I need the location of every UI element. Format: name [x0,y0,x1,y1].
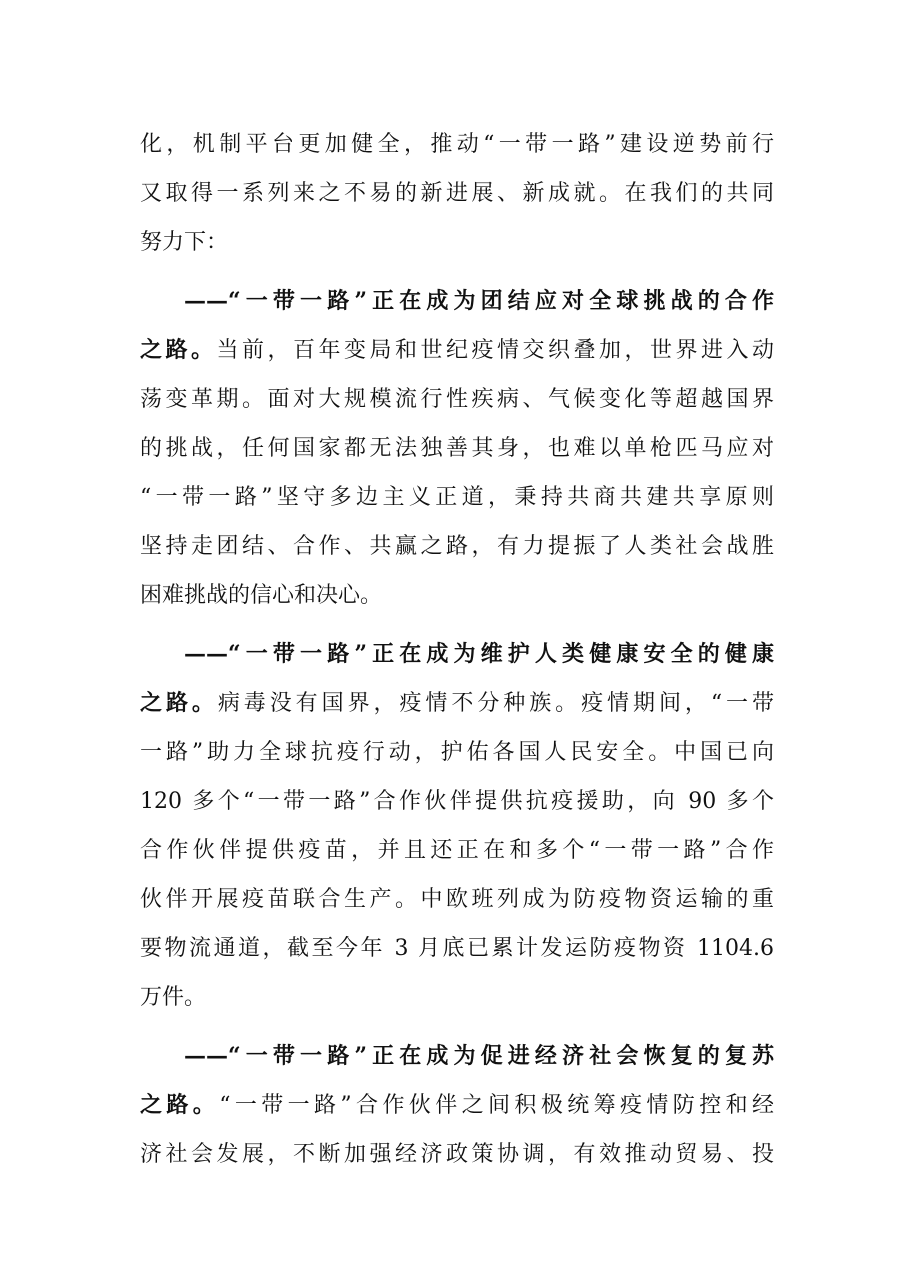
text-span: “一带一路”合作伙伴之间积极统筹疫情防控和经 [219,1093,774,1118]
body-text [140,120,774,1179]
section-heading: ——“一带一路”正在成为维护人类健康安全的健康 [184,641,774,667]
section-heading-tail: 之路。 [140,1092,220,1118]
paragraph-intro-continuation [140,120,774,267]
text-line: 努力下： [140,230,229,255]
text-line: 困难挑战的信心和决心。 [140,583,383,608]
section-heading-tail: 之路。 [140,337,217,363]
text-line: 荡变革期。面对大规模流行性疾病、气候变化等超越国界 [140,387,774,412]
text-line: 坚持走团结、合作、共赢之路，有力提振了人类社会战胜 [140,534,774,559]
text-line: 120 多个“一带一路”合作伙伴提供抗疫援助，向 90 多个 [140,789,774,814]
text-line [140,326,774,375]
text-line: 济社会发展，不断加强经济政策协调，有效推动贸易、投 [140,1142,774,1167]
text-line: 伙伴开展疫苗联合生产。中欧班列成为防疫物资运输的重 [140,887,774,912]
text-line: 万件。 [140,985,207,1010]
text-span: 病毒没有国界，疫情不分种族。疫情期间，“一带 [217,691,774,716]
text-span: 当前，百年变局和世纪疫情交织叠加，世界进入动 [216,338,774,363]
paragraph-cooperation [140,277,774,620]
section-heading-tail: 之路。 [140,690,218,716]
text-line: 一路”助力全球抗疫行动，护佑各国人民安全。中国已向 [140,740,774,765]
text-line: 化，机制平台更加健全，推动“一带一路”建设逆势前行 [140,132,774,157]
paragraph-health [140,630,774,1022]
text-line [140,679,774,728]
text-line: “一带一路”坚守多边主义正道，秉持共商共建共享原则 [140,485,774,510]
section-heading: ——“一带一路”正在成为促进经济社会恢复的复苏 [184,1043,774,1069]
paragraph-recovery [140,1032,774,1179]
section-heading: ——“一带一路”正在成为团结应对全球挑战的合作 [184,288,774,314]
text-line: 要物流通道，截至今年 3 月底已累计发运防疫物资 1104.6 [140,936,774,961]
text-line: 的挑战，任何国家都无法独善其身，也难以单枪匹马应对 [140,436,774,461]
text-line [140,1081,774,1130]
text-line: 又取得一系列来之不易的新进展、新成就。在我们的共同 [140,181,774,206]
text-line: 合作伙伴提供疫苗，并且还正在和多个“一带一路”合作 [140,838,774,863]
